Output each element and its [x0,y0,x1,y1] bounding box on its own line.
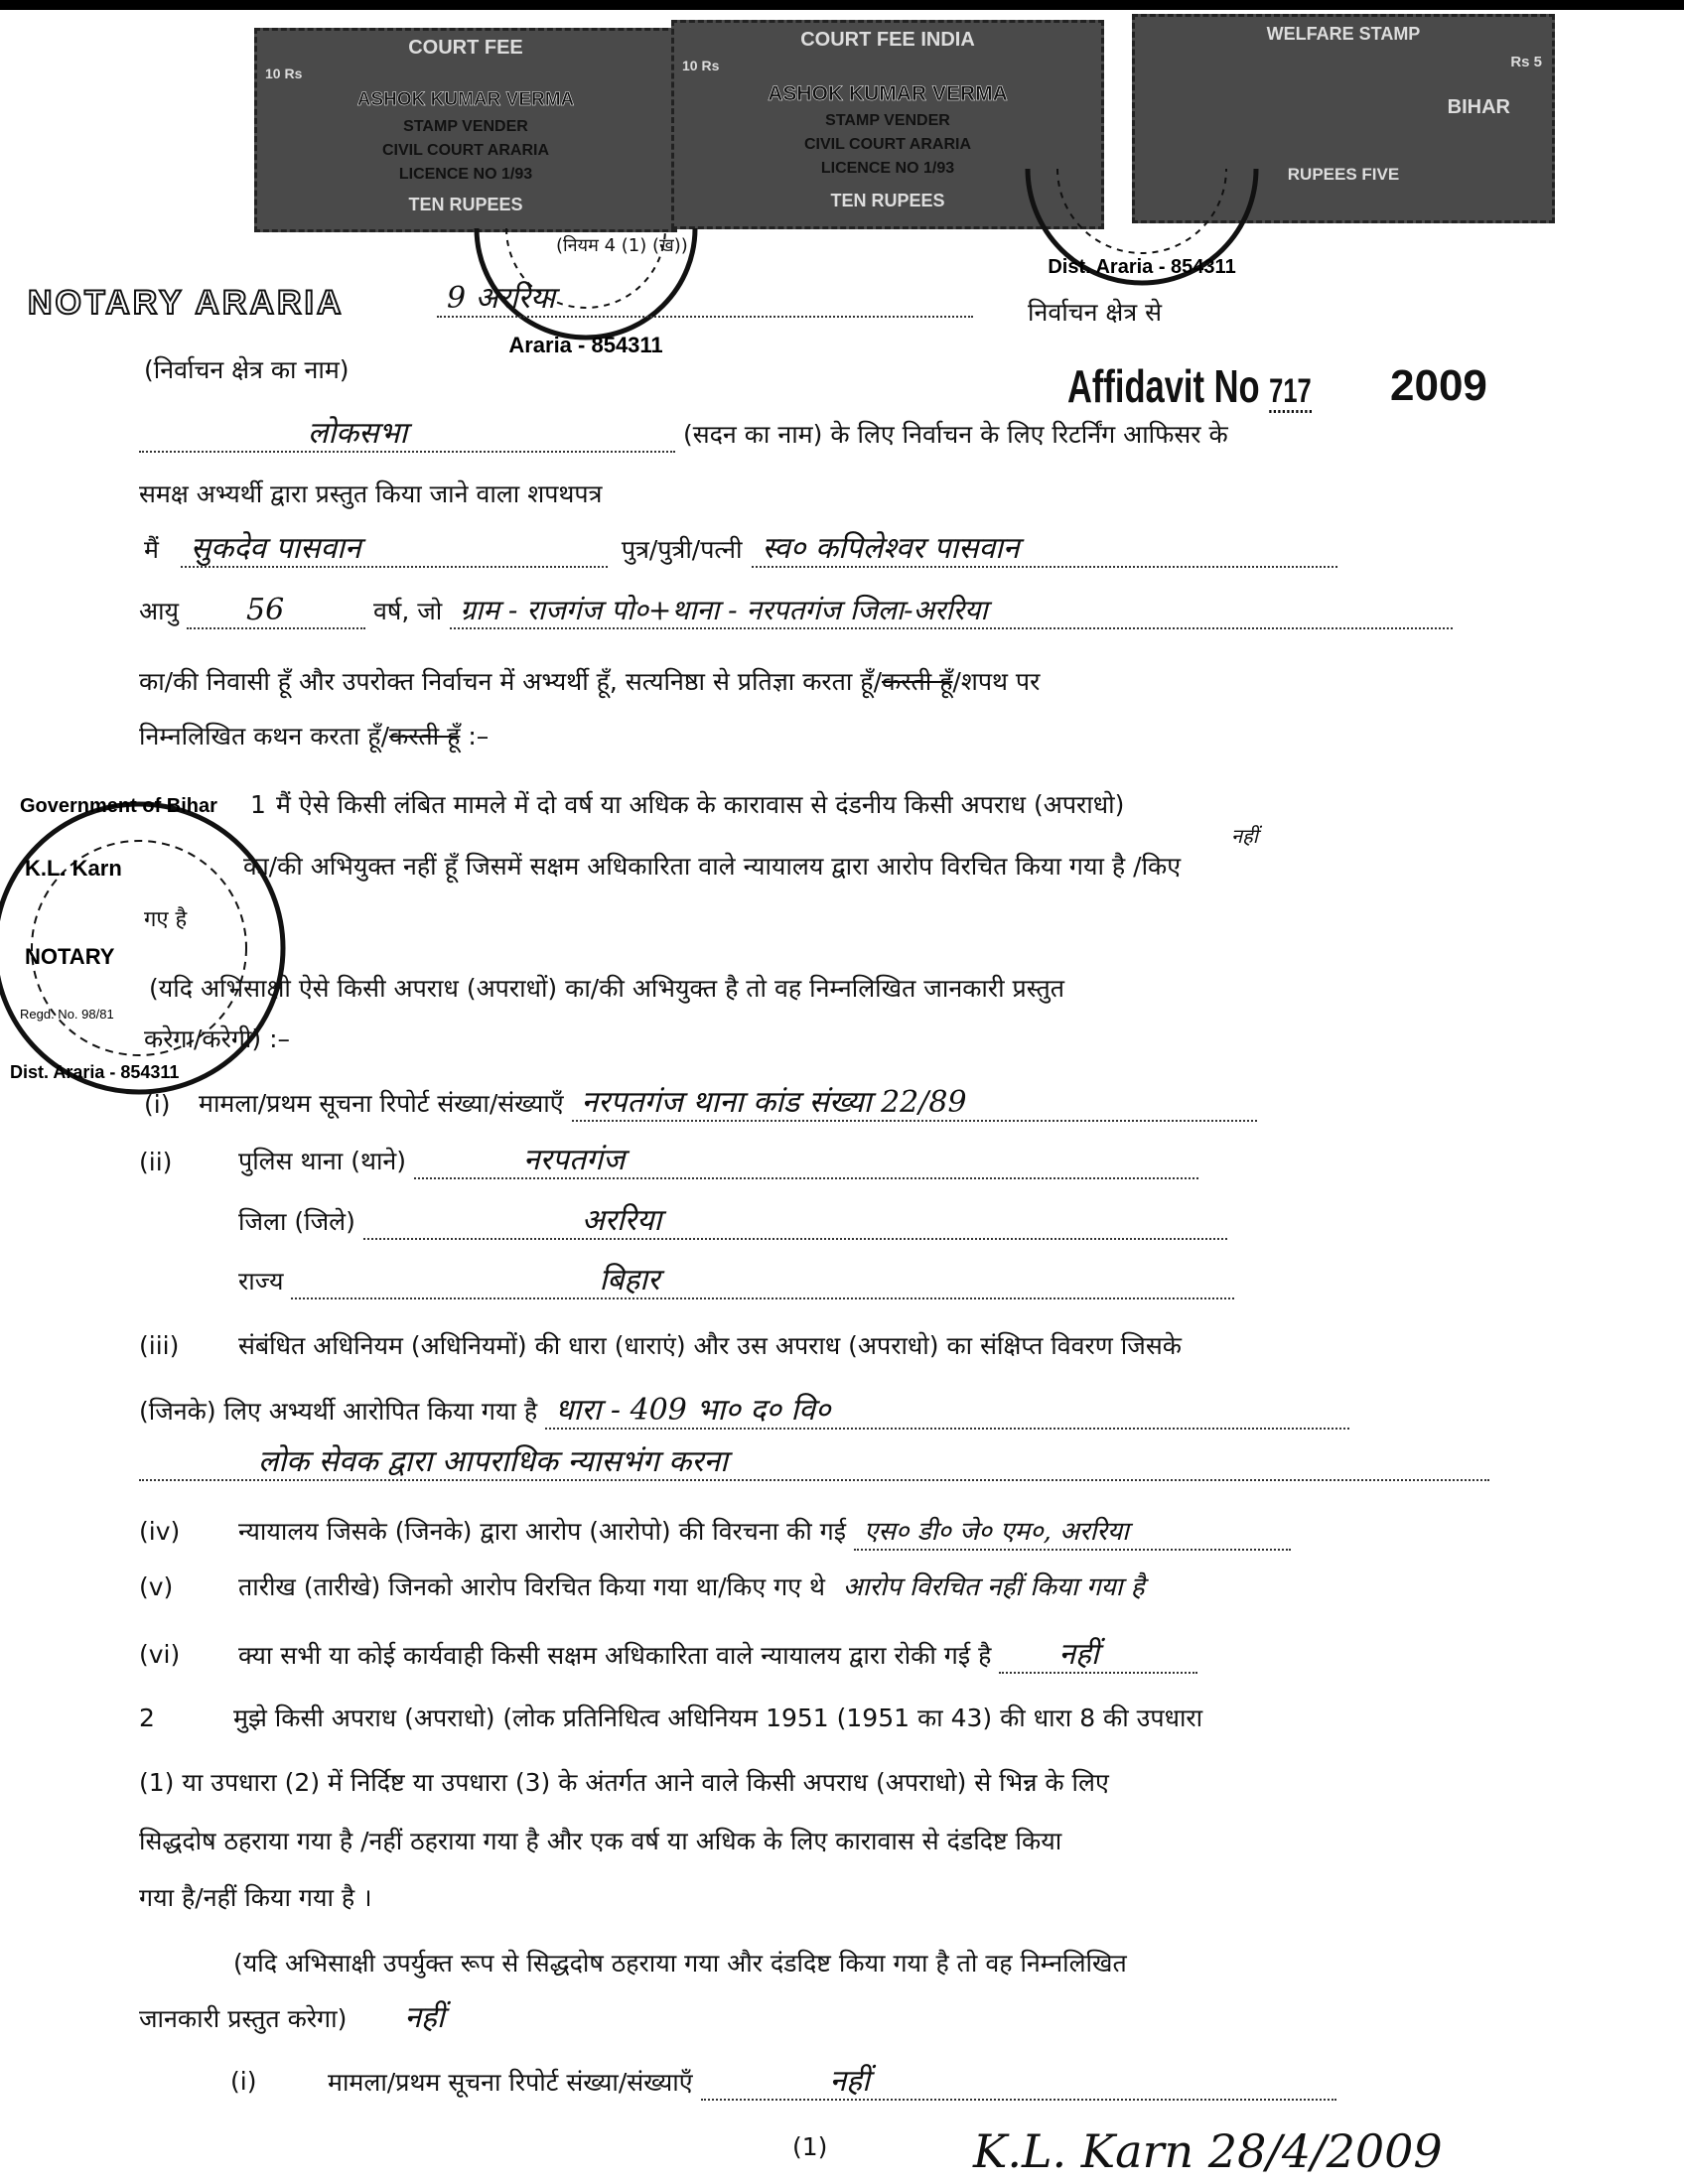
stamp-overprint: ASHOK KUMAR VERMA [768,82,1008,105]
stamp-footer: TEN RUPEES [830,191,945,210]
years-label: वर्ष, जो [372,597,443,625]
notary-signature: K.L. Karn 28/4/2009 [973,2124,1443,2178]
section-value: धारा - 409 भा० द० वि० [545,1394,1349,1430]
para-2-line-5: (यदि अभिसाक्षी उपर्युक्त रूप से सिद्धदोष ठहराया गया और दंडदिष्ट किया गया है तो वह निम्नलिखित [233,1949,1127,1978]
stamp-overprint: CIVIL COURT ARARIA [804,136,971,153]
constituency-label: (निर्वाचन क्षेत्र का नाम) [144,355,350,384]
item-label: पुलिस थाना (थाने) [238,1147,407,1175]
para-2-line-1: मुझे किसी अपराध (अपराधो) (लोक प्रतिनिधित्व अधिनियम 1951 (1951 का 43) की धारा 8 की उपधारा [233,1704,1203,1732]
notary-heading: NOTARY ARARIA [28,284,345,322]
para-1-line-1: मैं ऐसे किसी लंबित मामले में दो वर्ष या अधिक के कारावास से दंडनीय किसी अपराध (अपराधो) [276,790,1125,819]
intro-line-5-end: /शपथ पर [952,667,1041,696]
address-value: ग्राम - राजगंज पो०+थाना - नरपतगंज जिला-अररिया [450,594,1453,629]
para-1-line-2: का/की अभियुक्त नहीं हूँ जिसमें सक्षम अधिकारिता वाले न्यायालय द्वारा आरोप विरचित किया गया है /किए [243,852,1182,881]
intro-line-6: निम्नलिखित कथन करता हूँ/ [139,722,389,751]
stamp-overprint: BIHAR [1447,96,1510,118]
intro-line-5: का/की निवासी हूँ और उपरोक्त निर्वाचन में अभ्यर्थी हूँ, सत्यनिष्ठा से प्रतिज्ञा करता हूँ/ [139,667,883,696]
conviction-value: नहीं [404,2000,445,2035]
district-value: अररिया [363,1204,1227,1240]
para-1-line-4: (यदि अभिसाक्षी ऐसे किसी अपराध (अपराधों) का/की अभियुक्त है तो वह निम्नलिखित जानकारी प्रस्तुत [149,974,1064,1003]
stamp-overprint: LICENCE NO 1/93 [820,160,955,177]
relation-label: पुत्र/पुत्री/पत्नी [621,535,743,564]
offence-description: लोक सेवक द्वारा आपराधिक न्यासभंग करना [139,1445,1489,1481]
seal-ring-text: Government of Bihar [20,795,217,817]
seal-role: NOTARY [25,944,115,969]
seal-bottom-text: Dist. Araria - 854311 [10,1062,180,1082]
para-2-line-2: (1) या उपधारा (2) में निर्दिष्ट या उपधारा (3) के अंतर्गत आने वाले किसी अपराध (अपराधो) से भिन्न के लिए [139,1768,1109,1797]
para-2-line-6: जानकारी प्रस्तुत करेगा) [139,2004,348,2033]
stamp-denomination: 10 Rs [265,66,303,81]
stamp-caption: (नियम 4 (1) (ख)) [556,235,688,256]
father-name: स्व० कपिलेश्वर पासवान [752,532,1337,568]
constituency-value: 9 अररिया [437,282,973,318]
item-number: (iv) [139,1517,181,1546]
stamp-overprint: LICENCE NO 1/93 [398,166,533,183]
page-number: (1) [792,2132,828,2161]
araria-seal-2 [1013,149,1271,367]
para-2-line-4: गया है/नहीं किया गया है । [139,1883,372,1912]
struck-text: करती हूँ [882,667,953,696]
stamp-denomination: 10 Rs [682,58,720,73]
insert-handwritten: नहीं [1231,824,1258,848]
seal-text: Dist. Araria - 854311 [1048,256,1236,278]
item-label: क्या सभी या कोई कार्यवाही किसी सक्षम अधिकारिता वाले न्यायालय द्वारा रोकी गई है [238,1641,992,1670]
item-number: (ii) [139,1148,173,1176]
affidavit-label-text: Affidavit No [1067,360,1260,412]
fir-number-value: नरपतगंज थाना कांड संख्या 22/89 [572,1086,1257,1122]
stamp-header: WELFARE STAMP [1266,24,1421,44]
item-label: तारीख (तारीखे) जिनको आरोप विरचित किया गया था/किए गए थे [238,1572,825,1601]
stay-value: नहीं [999,1638,1197,1674]
para-2-line-3: सिद्धदोष ठहराया गया है /नहीं ठहराया गया है और एक वर्ष या अधिक के लिए कारावास से दंडदिष्ट किया [139,1827,1062,1855]
scan-border [0,0,1684,10]
para-2-number: 2 [139,1704,155,1732]
stamp-overprint: ASHOK KUMAR VERMA [356,89,575,110]
para-1-line-5: करेगा/करेगी) :– [144,1024,290,1053]
stamp-header: COURT FEE INDIA [800,29,975,51]
affidavit-year: 2009 [1390,361,1487,410]
item-iii-line-1: संबंधित अधिनियम (अधिनियमों) की धारा (धाराएं) और उस अपराध (अपराधो) का संक्षिप्त विवरण जिसके [238,1331,1182,1360]
house-value: लोकसभा [139,417,675,453]
deponent-name: सुकदेव पासवान [181,532,608,568]
seal-text: Araria - 854311 [508,333,663,357]
para-1-number: 1 [250,790,266,819]
i-label: मैं [144,535,159,564]
age-value: 56 [187,594,365,629]
state-value: बिहार [291,1264,1234,1299]
conviction-fir-value: नहीं [701,2065,1336,2101]
affidavit-number: 717 [1269,372,1312,413]
notary-seal [0,784,298,1112]
item-label: मामला/प्रथम सूचना रिपोर्ट संख्या/संख्याएँ [199,1089,564,1118]
constituency-suffix: निर्वाचन क्षेत्र से [1028,298,1162,327]
stamp-overprint: STAMP VENDER [825,112,950,129]
item-number: (vi) [139,1640,181,1669]
intro-line-2: समक्ष अभ्यर्थी द्वारा प्रस्तुत किया जाने वाला शपथपत्र [139,479,603,508]
intro-line-6-end: :– [460,722,490,751]
para-1-line-3: गए है [144,907,188,932]
item-number: (iii) [139,1331,180,1360]
house-text: (सदन का नाम) के लिए निर्वाचन के लिए रिटर्निंग आफिसर के [682,420,1228,449]
item-label: न्यायालय जिसके (जिनके) द्वारा आरोप (आरोपो) की विरचना की गई [238,1517,846,1546]
charge-date-value: आरोप विरचित नहीं किया गया है [842,1572,1145,1602]
item-number: (i) [144,1090,171,1119]
struck-text: करती हूँ [389,722,461,751]
seal-reg: Regd. No. 98/81 [20,1007,114,1022]
stamp-denomination: Rs 5 [1510,54,1542,70]
seal-name: K.L. Karn [25,856,122,881]
item-iii-line-2: (जिनके) लिए अभ्यर्थी आरोपित किया गया है [139,1397,538,1426]
stamp-overprint: CIVIL COURT ARARIA [382,142,549,159]
stamp-footer: TEN RUPEES [408,195,523,214]
stamp-footer: RUPEES FIVE [1287,165,1400,184]
affidavit-label [1067,359,1312,413]
item-label: जिला (जिले) [238,1207,355,1236]
age-label: आयु [139,597,180,625]
item-number: (i) [230,2067,257,2096]
item-label: मामला/प्रथम सूचना रिपोर्ट संख्या/संख्याएँ [328,2068,693,2097]
item-label: राज्य [238,1267,284,1296]
court-value: एस० डी० जे० एम०, अररिया [854,1515,1291,1551]
item-number: (v) [139,1572,174,1601]
stamp-overprint: STAMP VENDER [403,118,528,135]
police-station-value: नरपतगंज [414,1144,1198,1179]
stamp-header: COURT FEE [408,37,523,59]
